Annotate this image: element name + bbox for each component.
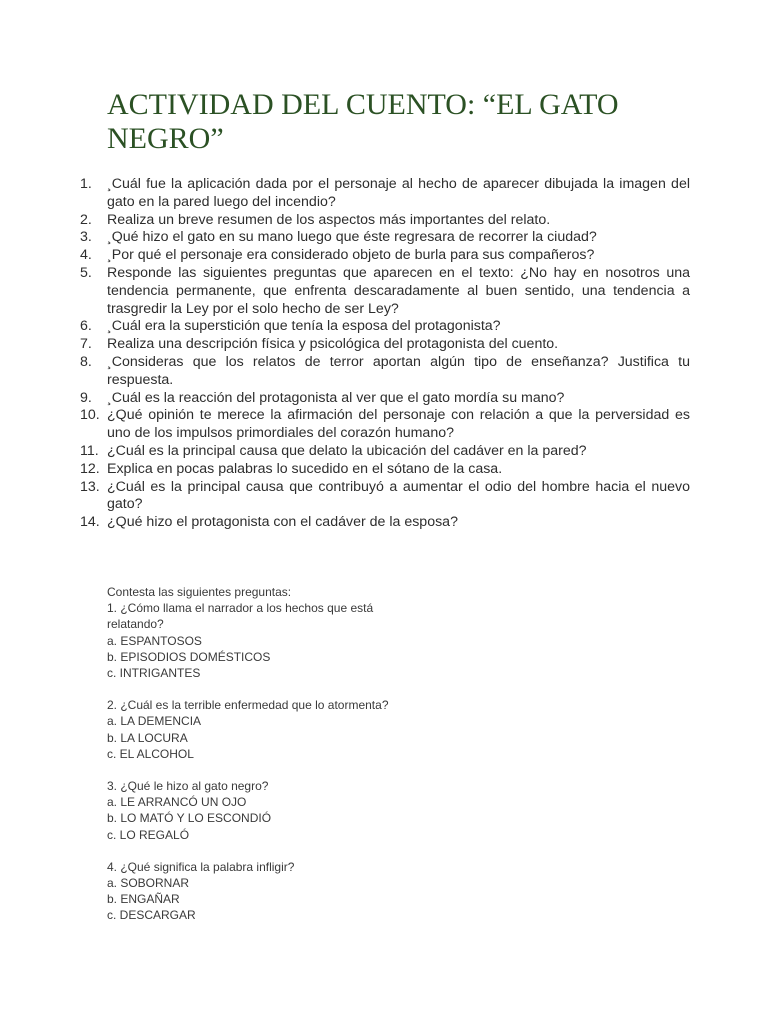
question-item (80, 336, 690, 354)
quiz-option: c. LO REGALÓ (107, 827, 190, 842)
quiz-option: b. LA LOCURA (107, 730, 188, 745)
question-text: Realiza un breve resumen de los aspectos más importantes del relato. (107, 211, 551, 228)
question-number: 12. (80, 460, 100, 477)
question-item (80, 318, 690, 336)
question-text: Explica en pocas palabras lo sucedido en el sótano de la casa. (107, 460, 503, 477)
question-number: 10. (80, 407, 100, 424)
question-number: 6. (80, 318, 92, 335)
question-number: 7. (80, 336, 92, 353)
question-item (80, 479, 690, 515)
quiz-question: relatando? (107, 617, 164, 632)
question-number: 11. (80, 442, 99, 459)
question-number: 14. (80, 514, 100, 531)
question-number: 2. (80, 211, 92, 228)
question-text: Realiza una descripción física y psicológica del protagonista del cuento. (107, 336, 559, 353)
question-item (80, 461, 690, 479)
quiz-question: 1. ¿Cómo llama el narrador a los hechos que está (107, 601, 374, 616)
quiz-option: a. ESPANTOSOS (107, 633, 202, 648)
question-text: ¸Cuál era la superstición que tenía la esposa del protagonista? (107, 318, 501, 335)
question-item (80, 265, 690, 318)
question-item (80, 443, 690, 461)
quiz-option: a. SOBORNAR (107, 876, 190, 891)
quiz-option: a. LA DEMENCIA (107, 714, 202, 729)
quiz-option: a. LE ARRANCÓ UN OJO (107, 795, 247, 810)
quiz-question: 3. ¿Qué le hizo al gato negro? (107, 779, 269, 794)
question-text: ¿Cuál es la principal causa que contribuyó a aumentar el odio del hombre hacia el nuevo gato? (107, 478, 690, 513)
question-item (80, 354, 690, 390)
question-text: ¿Qué opinión te merece la afirmación del personaje con relación a que la perversidad es uno de los impulsos primordiales del corazón humano? (107, 407, 690, 442)
question-number: 5. (80, 264, 92, 281)
question-item (80, 229, 690, 247)
question-list (80, 176, 690, 532)
spacer (107, 843, 427, 859)
question-number: 1. (80, 176, 92, 192)
question-number: 13. (80, 478, 100, 495)
quiz-section (107, 584, 427, 924)
quiz-option: c. DESCARGAR (107, 908, 196, 923)
question-number: 9. (80, 389, 92, 406)
page-title: ACTIVIDAD DEL CUENTO: “EL GATO NEGRO” (107, 88, 619, 155)
question-item (80, 212, 690, 230)
quiz-option: c. INTRIGANTES (107, 666, 201, 681)
question-item (80, 514, 690, 532)
spacer (107, 762, 427, 778)
question-text: ¸Por qué el personaje era considerado objeto de burla para sus compañeros? (107, 247, 595, 264)
question-text: ¸Cuál fue la aplicación dada por el personaje al hecho de aparecer dibujada la imagen del gato en la pared luego del incendio? (107, 176, 690, 210)
question-item (80, 247, 690, 265)
quiz-option: c. EL ALCOHOL (107, 746, 194, 761)
question-text: ¸Consideras que los relatos de terror aportan algún tipo de enseñanza? Justifica tu respuesta. (107, 353, 690, 388)
question-text: ¸Qué hizo el gato en su mano luego que éste regresara de recorrer la ciudad? (107, 229, 597, 246)
question-item (80, 176, 690, 212)
question-text: ¿Qué hizo el protagonista con el cadáver de la esposa? (107, 514, 458, 531)
question-text: Responde las siguientes preguntas que aparecen en el texto: ¿No hay en nosotros una tendencia permanente, que enfrenta descaradamente al buen sentido, una tendencia a trasgredir la Ley por el solo hecho de ser Ley? (107, 264, 690, 317)
question-text: ¿Cuál es la principal causa que delato la ubicación del cadáver en la pared? (107, 442, 587, 459)
quiz-question: 2. ¿Cuál es la terrible enfermedad que lo atormenta? (107, 698, 389, 713)
question-number: 4. (80, 247, 92, 264)
question-number: 8. (80, 353, 92, 370)
quiz-option: b. EPISODIOS DOMÉSTICOS (107, 649, 271, 664)
quiz-option: b. ENGAÑAR (107, 892, 180, 907)
quiz-intro: Contesta las siguientes preguntas: (107, 585, 292, 599)
quiz-option: b. LO MATÓ Y LO ESCONDIÓ (107, 811, 272, 826)
quiz-question: 4. ¿Qué significa la palabra infligir? (107, 859, 295, 874)
question-item (80, 390, 690, 408)
question-number: 3. (80, 229, 92, 246)
spacer (107, 681, 427, 697)
question-item (80, 407, 690, 443)
question-text: ¸Cuál es la reacción del protagonista al ver que el gato mordía su mano? (107, 389, 565, 406)
